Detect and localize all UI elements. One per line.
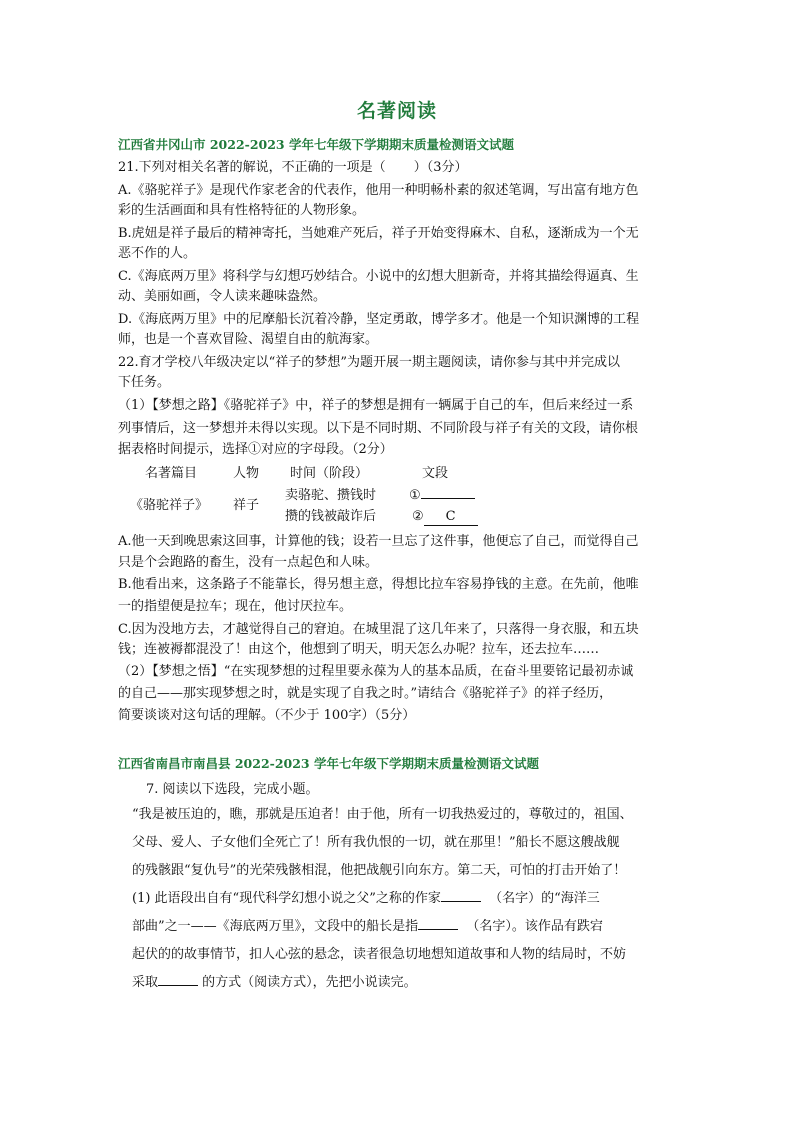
- sub-question-line: (1) 此语段出自有“现代科学幻想小说之父”之称的作家 （名字）的“海洋三: [132, 891, 600, 906]
- table-header: 时间（阶段）: [290, 466, 369, 481]
- q22-task2: 的自己——那实现梦想之时，就是实现了自我之时。”请结合《骆驼祥子》的祥子经历，: [118, 686, 613, 701]
- answer-blank[interactable]: [158, 985, 198, 986]
- answer-blank[interactable]: C: [424, 509, 478, 526]
- page-title: 名著阅读: [356, 100, 437, 122]
- q21-line: A.《骆驼祥子》是现代作家老舍的代表作，他用一种明畅朴素的叙述笔调，写出富有地方色: [118, 183, 639, 198]
- q22-task2: （2）【梦想之悟】“在实现梦想的过程里要永葆为人的基本品质，在奋斗里要铭记最初赤诚: [118, 664, 634, 679]
- sub-question-line: 部曲”之一——《海底两万里》，文段中的船长是指 （名字）。该作品有跌宕: [132, 919, 603, 934]
- option-line: 钱；连被褥都混没了！由这个，他想到了明天，明天怎么办呢？拉车，还去拉车……: [118, 642, 600, 657]
- q22-task1: 列事情后，这一梦想并未得以实现。以下是不同时期、不同阶段与祥子有关的文段，请你根: [118, 421, 639, 436]
- q21-line: C.《海底两万里》将科学与幻想巧妙结合。小说中的幻想大胆新奇，并将其描绘得逼真、生: [118, 269, 639, 284]
- q22-task2: 简要谈谈对这句话的理解。（不少于 100字）（5分）: [118, 708, 416, 723]
- passage-line: “我是被压迫的，瞧，那就是压迫者！由于他，所有一切我热爱过的，尊敬过的，祖国、: [132, 807, 633, 822]
- q22-intro: 22.育才学校八年级决定以“祥子的梦想”为题开展一期主题阅读，请你参与其中并完成以: [118, 355, 620, 370]
- option-line: B.他看出来，这条路子不能靠长，得另想主意，得想比拉车容易挣钱的主意。在先前，他唯: [118, 577, 639, 592]
- q22-task1: （1）【梦想之路】《骆驼祥子》中，祥子的梦想是拥有一辆属于自己的车，但后来经过一系: [118, 398, 634, 413]
- answer-blank[interactable]: [441, 901, 481, 902]
- table-header: 名著篇目: [145, 466, 198, 481]
- sub-question-line: 采取 的方式（阅读方式），先把小说读完。: [132, 975, 417, 990]
- table-header: 人物: [233, 466, 260, 481]
- q21-stem: 21.下列对相关名著的解说，不正确的一项是（ ）（3分）: [118, 160, 468, 175]
- q21-line: 师，也是一个喜欢冒险、渴望自由的航海家。: [118, 332, 379, 347]
- source-heading-2: 江西省南昌市南昌县 2022-2023 学年七年级下学期期末质量检测语文试题: [118, 756, 539, 771]
- q21-line: 恶不作的人。: [118, 246, 197, 261]
- table-header: 文段: [422, 466, 449, 481]
- answer-blank[interactable]: [421, 498, 475, 499]
- q22-task1: 据表格时间提示，选择①对应的字母段。（2分）: [118, 442, 393, 457]
- option-line: 只是个会跑路的畜生，没有一点起色和人味。: [118, 555, 379, 570]
- table-answer-cell: [412, 508, 478, 526]
- table-time: 卖骆驼、攒钱时: [285, 488, 377, 503]
- table-time: 攒的钱被敲诈后: [285, 509, 377, 524]
- sub-question-line: 起伏的的故事情节，扣人心弦的悬念，读者很急切地想知道故事和人物的结局时，不妨: [132, 947, 627, 962]
- source-heading-1: 江西省井冈山市 2022-2023 学年七年级下学期期末质量检测语文试题: [118, 137, 514, 152]
- circled-number: ①: [409, 488, 421, 503]
- q22-intro: 下任务。: [118, 375, 171, 390]
- q21-line: D.《海底两万里》中的尼摩船长沉着冷静，坚定勇敢，博学多才。他是一个知识渊博的工程: [118, 312, 640, 327]
- option-line: C.因为没地方去，才越觉得自己的窘迫。在城里混了这几年来了，只落得一身衣服，和五块: [118, 622, 639, 637]
- option-line: A.他一天到晚思索这回事，计算他的钱；设若一旦忘了这件事，他便忘了自己，而觉得自己: [118, 534, 639, 549]
- answer-blank[interactable]: [418, 929, 458, 930]
- q21-line: 动、美丽如画，令人读来趣味盎然。: [118, 289, 327, 304]
- option-line: 一的指望便是拉车；现在，他讨厌拉车。: [118, 599, 353, 614]
- q7-stem: 7. 阅读以下选段，完成小题。: [146, 782, 319, 797]
- table-book: 《骆驼祥子》: [130, 498, 209, 513]
- passage-line: 的残骸跟“复仇号”的光荣残骸相混，他把战舰引向东方。第二天，可怕的打击开始了！: [132, 863, 627, 878]
- passage-line: 父母、爱人、子女他们全死亡了！所有我仇恨的一切，就在那里！”船长不愿这艘战舰: [132, 835, 620, 850]
- q21-line: 彩的生活画面和具有性格特征的人物形象。: [118, 203, 366, 218]
- q21-line: B.虎妞是祥子最后的精神寄托，当她难产死后，祥子开始变得麻木、自私，逐渐成为一个无: [118, 226, 639, 241]
- circled-number: ②: [412, 509, 424, 524]
- table-answer-cell: [409, 487, 475, 505]
- table-person: 祥子: [233, 498, 260, 513]
